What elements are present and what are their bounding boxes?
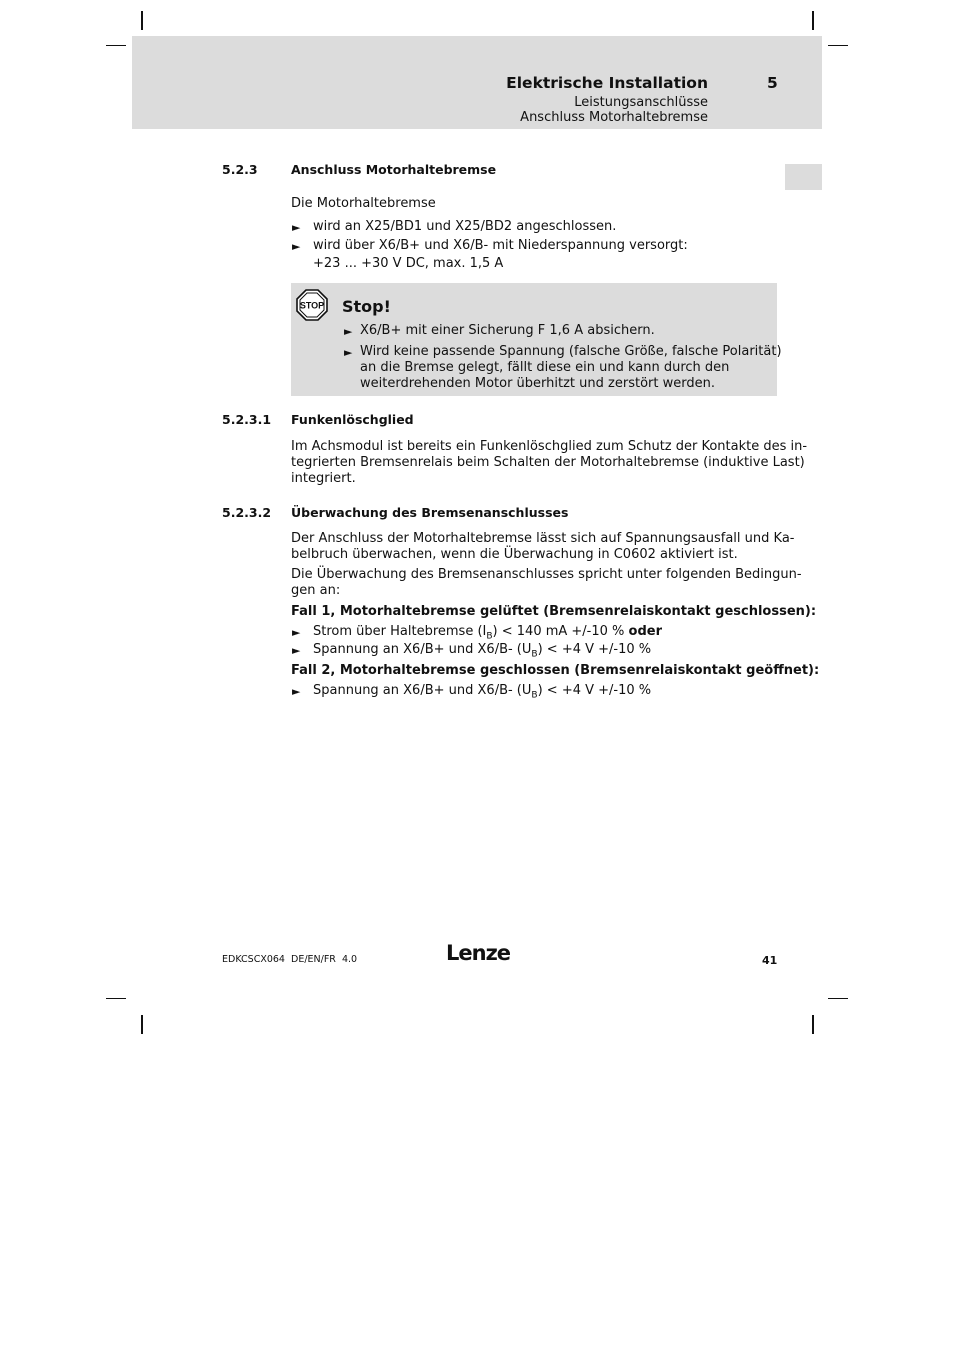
paragraph-line: tegrierten Bremsenrelais beim Schalten der Motorhaltebremse (induktive Last) xyxy=(291,455,805,470)
chapter-title: Elektrische Installation xyxy=(506,74,708,92)
section-title: Funkenlöschglied xyxy=(291,412,414,427)
bullet-arrow-icon: ► xyxy=(292,644,301,657)
case-heading: Fall 1, Motorhaltebremse gelüftet (Bremsenrelaiskontakt geschlossen): xyxy=(291,604,817,619)
crop-mark xyxy=(141,1015,143,1034)
list-item-text: Spannung an X6/B+ und X6/B- (U xyxy=(313,683,532,698)
list-item xyxy=(313,642,651,663)
paragraph-line: integriert. xyxy=(291,471,356,486)
section-number: 5.2.3.2 xyxy=(222,505,272,520)
bullet-arrow-icon: ► xyxy=(292,626,301,639)
bullet-arrow-icon: ► xyxy=(292,240,301,253)
list-item-text: ) < 140 mA +/-10 % xyxy=(492,624,629,639)
bullet-arrow-icon: ► xyxy=(344,325,353,338)
crop-mark xyxy=(141,11,143,30)
stop-notice-title: Stop! xyxy=(342,297,391,316)
bullet-arrow-icon: ► xyxy=(292,221,301,234)
subscript: B xyxy=(531,649,538,660)
section-number: 5.2.3.1 xyxy=(222,412,272,427)
footer-doc-id: EDKCSCX064 DE/EN/FR 4.0 xyxy=(222,954,358,965)
paragraph-line: belbruch überwachen, wenn die Überwachung in C0602 aktiviert ist. xyxy=(291,547,738,562)
crop-mark xyxy=(828,998,848,999)
case-heading: Fall 2, Motorhaltebremse geschlossen (Bremsenrelaiskontakt geöffnet): xyxy=(291,663,820,678)
subscript: B xyxy=(486,631,493,642)
list-item-text: Strom über Haltebremse (I xyxy=(313,624,487,639)
bullet-arrow-icon: ► xyxy=(344,346,353,359)
list-item-text: ) < +4 V +/-10 % xyxy=(537,683,652,698)
list-item: wird über X6/B+ und X6/B- mit Niederspannung versorgt: xyxy=(313,238,688,253)
section-intro: Die Motorhaltebremse xyxy=(291,196,436,211)
bullet-arrow-icon: ► xyxy=(292,685,301,698)
crop-mark xyxy=(812,11,814,30)
stop-sign-icon xyxy=(296,289,328,321)
list-item xyxy=(313,683,651,704)
stop-notice-item: X6/B+ mit einer Sicherung F 1,6 A absichern. xyxy=(360,323,655,338)
section-number: 5.2.3 xyxy=(222,162,258,177)
crop-mark xyxy=(106,45,126,46)
list-item-text: Spannung an X6/B+ und X6/B- (U xyxy=(313,642,532,657)
header-subtitle-2: Anschluss Motorhaltebremse xyxy=(520,110,708,125)
subscript: B xyxy=(531,690,538,701)
header-band xyxy=(132,36,822,129)
list-item-emphasis: oder xyxy=(628,624,663,639)
section-title: Anschluss Motorhaltebremse xyxy=(291,162,497,177)
crop-mark xyxy=(812,1015,814,1034)
stop-notice-item-line: weiterdrehenden Motor überhitzt und zerstört werden. xyxy=(360,376,715,391)
list-item-text: ) < +4 V +/-10 % xyxy=(537,642,652,657)
chapter-number: 5 xyxy=(767,74,778,92)
paragraph-line: gen an: xyxy=(291,583,341,598)
paragraph-line: Die Überwachung des Bremsenanschlusses spricht unter folgenden Bedingun- xyxy=(291,567,802,582)
header-subtitle-1: Leistungsanschlüsse xyxy=(574,95,708,110)
section-title: Überwachung des Bremsenanschlusses xyxy=(291,505,569,520)
page-number: 41 xyxy=(762,954,778,967)
lenze-logo: Lenze xyxy=(446,941,511,965)
crop-mark xyxy=(828,45,848,46)
chapter-side-tab xyxy=(785,164,822,190)
stop-sign-label: STOP xyxy=(299,300,325,311)
stop-notice-item: Wird keine passende Spannung (falsche Größe, falsche Polarität) xyxy=(360,344,782,359)
paragraph-line: Der Anschluss der Motorhaltebremse lässt sich auf Spannungsausfall und Ka- xyxy=(291,531,795,546)
stop-notice-item-line: an die Bremse gelegt, fällt diese ein und kann durch den xyxy=(360,360,730,375)
paragraph-line: Im Achsmodul ist bereits ein Funkenlöschglied zum Schutz der Kontakte des in- xyxy=(291,439,808,454)
list-item: wird an X25/BD1 und X25/BD2 angeschlossen. xyxy=(313,219,617,234)
list-item-continuation: +23 ... +30 V DC, max. 1,5 A xyxy=(313,256,504,271)
crop-mark xyxy=(106,998,126,999)
